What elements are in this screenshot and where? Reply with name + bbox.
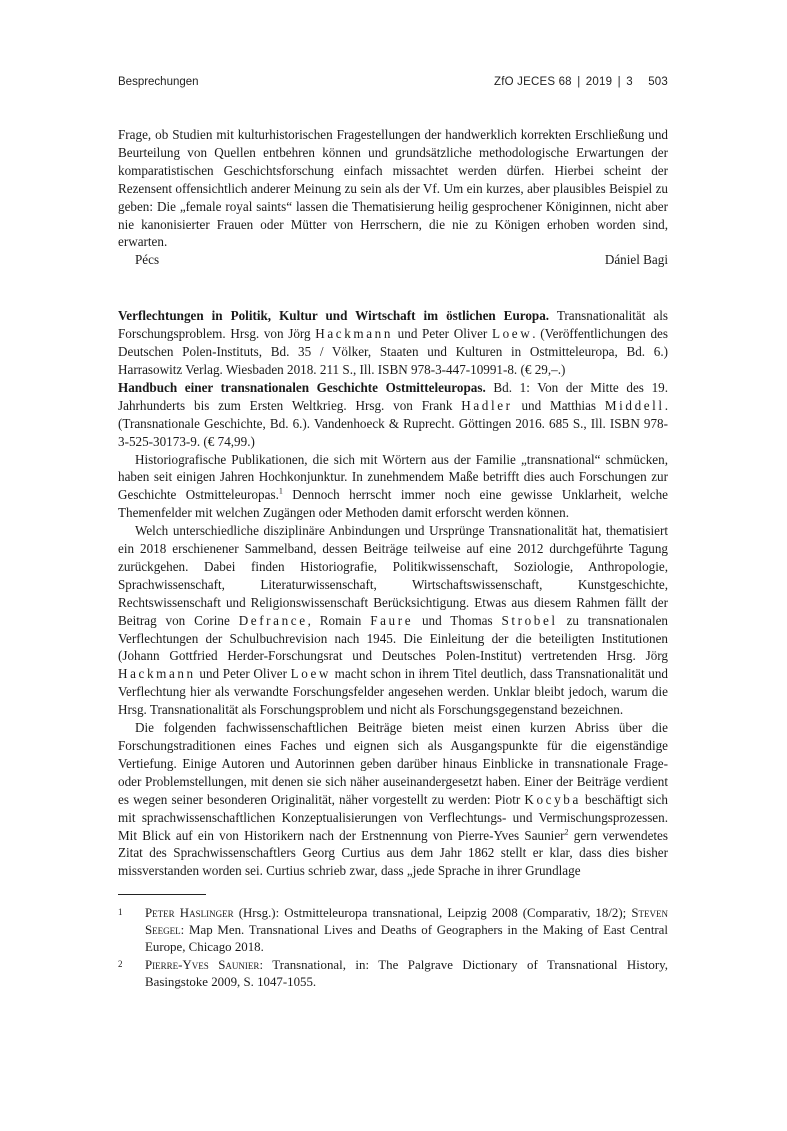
journal-citation [492,76,668,88]
editor-name: Hadler [461,397,513,413]
paragraph-text: beschäftigt sich mit sprachwissenschaftlichen Konzeptualisierungen von Verflechtungs- und Vermischungsprozessen. Mit Blick auf ein von Historikern nach der Erstnennung von Pierre-Yves Saunier [118,791,668,843]
journal-issue: 3 [626,76,633,88]
journal-name: ZfO JECES 68 [493,76,572,88]
footnote-divider [118,894,206,895]
book-entry-2 [118,379,668,451]
book-info: Bd. 1: Von der Mitte des 19. Jahrhunderts bis zum Ersten Weltkrieg. Hrsg. von Frank [118,379,668,413]
paragraph-text: macht schon in ihrem Titel deutlich, dass Transnationalität und Verflechtung hier als verwandte Forschungsfelder angesehen werden. Unklar bleibt jedoch, warum die Hrsg. Transnationalität als Forschungsproblem und nicht als Forschungsgegenstand bezeichnen. [118,666,668,718]
running-header [118,76,668,94]
footnote-body: : Transnational, in: The Palgrave Dictionary of Transnational History, Basingstoke 2009, S. 1047-1055. [145,958,668,990]
author-name: Loew [290,666,331,682]
separator: | [577,76,581,88]
review-paragraph-2 [118,522,668,719]
separator: | [617,76,621,88]
review-paragraph-1 [118,451,668,523]
paragraph-text: und Thomas [413,612,502,628]
footnote-2 [118,957,668,991]
editor-name: Hackmann [315,326,394,342]
footnote-ref[interactable]: 1 [278,486,283,496]
page-body [118,126,668,992]
paragraph-text: Die folgenden fachwissenschaftlichen Beiträge bieten meist einen kurzen Abriss über die Forschungstraditionen eines Faches und eignen sich als Ausgangspunkte für die eigenständige Vertiefung. Einige Autoren und Autorinnen geben darüber hinaus Einblicke in transnationale Frage- oder Problemstellungen, mit denen sie sich näher auseinandergesetzt haben. Einer der Beiträge verdient es wegen seiner besonderen Originalität, näher vorgestellt zu werden: Piotr [118,720,668,807]
footnote-text [145,957,668,991]
footnote-1 [118,905,668,956]
review-paragraph-3 [118,719,668,880]
book-entry-1 [118,307,668,379]
review-signature [118,251,668,269]
paragraph-text: Welch unterschiedliche disziplinäre Anbindungen und Ursprünge Transnationalität hat, thematisiert ein 2018 erschienener Sammelband, dessen Beiträge teilweise auf eine 2012 durchgeführte Tagung zurückgehen. Dabei finden Historiografie, Politikwissenschaft, Soziologie, Anthropologie, Sprachwissenschaft, Literaturwissenschaft, Wirtschaftswissenschaft, Kunstgeschichte, Rechtswissenschaft und Religionswissenschaft Berücksichtigung. Etwas aus diesem Rahmen fällt der Beitrag von Corine [118,523,668,628]
book-title: Handbuch einer transnationalen Geschichte Ostmitteleuropas. [118,379,486,395]
paragraph-text: zu transnationalen Verflechtungen der Schulbuchrevision nach 1945. Die Einleitung der die beteiligten Institutionen (Johann Gottfried Herder-Forschungsrat und Deutsches Polen-Institut) vertretenden Hrsg. Jörg [118,612,668,664]
paragraph-text: gern verwendetes Zitat des Sprachwissenschaftlers Georg Curtius aus dem Jahr 1862 stellt er klar, dass dies bisher missverstanden worden sei. Curtius schrieb zwar, dass „jede Sprache in ihrer Grundlage [118,827,669,879]
footnote-body: : Map Men. Transnational Lives and Deaths of Geographers in the Making of East Central Europe, Chicago 2018. [145,923,668,955]
author-name: Strobel [501,612,558,628]
book-info: . (Transnationale Geschichte, Bd. 6.). Vandenhoeck & Ruprecht. Göttingen 2016. 685 S., Ill. ISBN 978-3-525-30173-9. (€ 74,99.) [118,397,668,449]
footnote-author: Steven Seegel [145,906,668,938]
footnote-body: (Hrsg.): Ostmitteleuropa transnational, Leipzig 2008 (Comparativ, 18/2); [233,906,632,921]
editor-name: Middell [604,397,665,413]
paragraph-text: Historiografische Publikationen, die sich mit Wörtern aus der Familie „transnational“ schmücken, haben seit einigen Jahren Hochkonjunktur. In zunehmendem Maße betrifft dies auch Forschungen zur Geschichte Ostmitteleuropas. [118,451,668,503]
book-info: . (Veröffentlichungen des Deutschen Polen-Instituts, Bd. 35 / Völker, Staaten und Kulturen in Ostmitteleuropa, Bd. 6.) Harrasowitz Verlag. Wiesbaden 2018. 211 S., Ill. ISBN 978-3-447-10991-8. (€ 29,–.) [118,326,669,377]
review-place: Pécs [135,252,160,268]
author-name: Defrance [238,612,308,628]
footnote-number: 1 [118,907,123,918]
book-title: Verflechtungen in Politik, Kultur und Wirtschaft im östlichen Europa. [118,308,550,324]
footnote-author: Peter Haslinger [145,906,234,921]
author-name: Hackmann [118,666,196,682]
book-info: und Matthias [512,397,605,413]
journal-year: 2019 [585,76,613,88]
footnote-ref[interactable]: 2 [564,827,569,837]
author-name: Faure [370,612,414,628]
reviewer-name: Dániel Bagi [604,252,668,268]
footnote-author: Pierre-Yves Saunier [145,958,260,973]
editor-name: Loew [491,326,533,342]
book-info: und Peter Oliver [393,326,492,342]
paragraph-text: , Romain [307,612,371,628]
paragraph-text: Dennoch herrscht immer noch eine gewisse Unklarheit, welche Themenfelder mit welchen Zugängen oder Methoden damit erforscht werden können. [118,487,668,521]
footnote-text [145,905,668,956]
previous-review-ending: Frage, ob Studien mit kulturhistorischen Fragestellungen der handwerklich korrekten Erschließung und Beurteilung von Quellen entbehren können und grundsätzliche methodologische Erwartungen der komparatistischen Geschichtsforschung einfach missachtet werden dürfen. Hierbei scheint der Rezensent offensichtlich anderer Meinung zu sein als der Vf. Um ein kurzes, aber plausibles Beispiel zu geben: Die „female royal saints“ lassen die Thematisierung heilig gesprochener Königinnen, nicht aber nie kanonisierter Frauen oder Mütter von Herrschern, die nie zu Königen erhoben worden sind, erwarten. [118,127,668,250]
footnote-number: 2 [118,959,123,970]
author-name: Kocyba [524,791,581,807]
page-number: 503 [648,76,668,88]
section-title: Besprechungen [118,76,199,88]
paragraph-text: und Peter Oliver [195,666,291,682]
book-info: Transnationalität als Forschungsproblem. Hrsg. von Jörg [118,308,668,342]
